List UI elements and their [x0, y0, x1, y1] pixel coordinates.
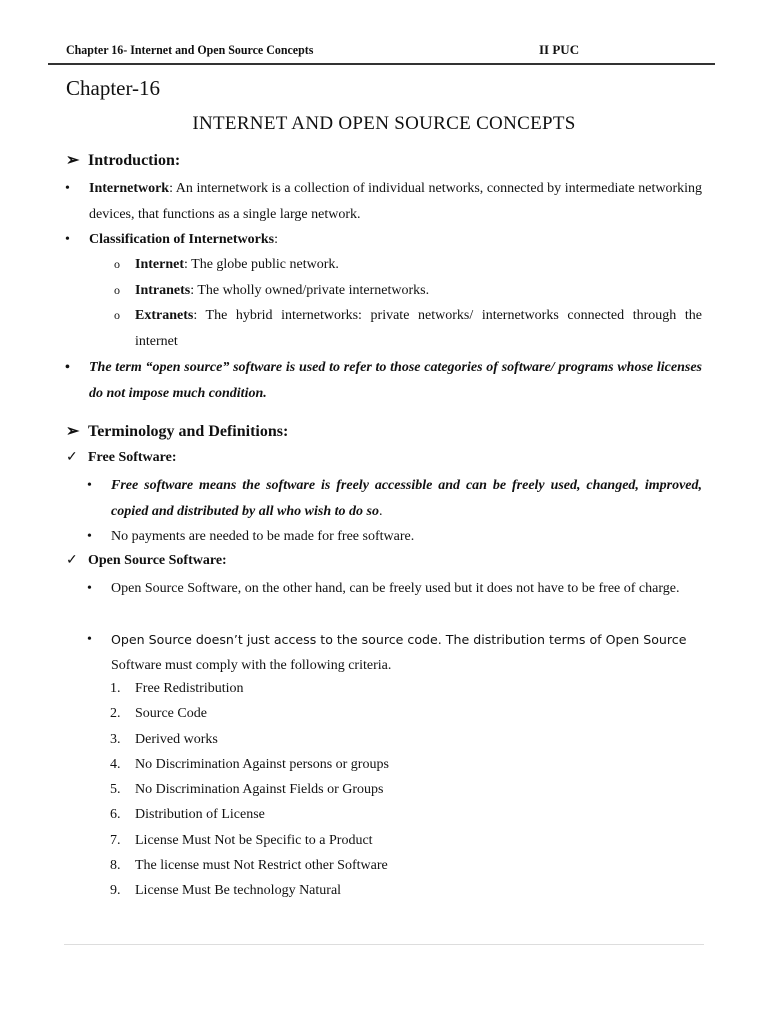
- sub-bullet-extranets: [114, 303, 702, 354]
- bullet-dot-icon: •: [87, 529, 92, 544]
- free-software-definition-end: .: [378, 503, 383, 519]
- list-item-text: No Discrimination Against Fields or Groups: [135, 782, 384, 798]
- checkmark-icon: ✓: [66, 553, 78, 568]
- bullet-open-source-note: [65, 355, 702, 406]
- page-title: INTERNET AND OPEN SOURCE CONCEPTS: [192, 113, 576, 134]
- list-item: [110, 777, 389, 802]
- list-item: [110, 676, 389, 701]
- list-item: [110, 701, 389, 726]
- list-item-number: 2.: [110, 706, 121, 722]
- open-source-criteria-line2: Software must comply with the following criteria.: [111, 657, 392, 673]
- classification-colon: :: [274, 232, 278, 247]
- intranets-term: Intranets: [135, 283, 191, 298]
- list-item-text: Derived works: [135, 731, 218, 747]
- list-item: [110, 752, 389, 777]
- list-item-number: 8.: [110, 858, 121, 874]
- bullet-dot-icon: •: [65, 232, 70, 247]
- hollow-circle-icon: o: [114, 308, 120, 322]
- intranets-definition: : The wholly owned/private internetworks.: [190, 283, 430, 298]
- bullet-free-software-payment: [87, 524, 702, 550]
- arrowhead-icon: ➢: [66, 152, 80, 169]
- open-source-label: [66, 552, 227, 569]
- list-item: [110, 878, 389, 903]
- bullet-classification: [65, 227, 702, 253]
- footer-divider: [64, 944, 704, 945]
- classification-term: Classification of Internetworks: [89, 232, 275, 247]
- internetwork-term: Internetwork: [89, 181, 170, 196]
- header-chapter-title: Chapter 16- Internet and Open Source Concepts: [66, 42, 314, 57]
- sub-bullet-intranets: [114, 278, 702, 304]
- bullet-internetwork: [65, 176, 702, 227]
- list-item: [110, 853, 389, 878]
- sub-bullet-internet: [114, 252, 702, 278]
- list-item-number: 9.: [110, 883, 121, 899]
- open-source-note: The term “open source” software is used to refer to those categories of software/ programs whose licenses do not impose much condition.: [89, 360, 702, 401]
- arrowhead-icon: ➢: [66, 423, 80, 440]
- list-item-number: 4.: [110, 756, 121, 772]
- list-item-text: Free Redistribution: [135, 681, 244, 696]
- bullet-dot-icon: •: [65, 360, 70, 375]
- internet-definition: : The globe public network.: [184, 257, 339, 272]
- open-source-criteria-line1: Open Source doesn’t just access to the source code. The distribution terms of Open Source: [111, 632, 687, 647]
- extranets-term: Extranets: [135, 308, 194, 323]
- open-source-charge: Open Source Software, on the other hand, can be freely used but it does not have to be free of charge.: [111, 581, 680, 596]
- list-item-number: 5.: [110, 782, 121, 798]
- bullet-dot-icon: •: [65, 181, 70, 196]
- introduction-heading-text: Introduction:: [88, 152, 181, 169]
- list-item: [110, 727, 389, 752]
- criteria-list: [110, 676, 389, 904]
- list-item-text: Distribution of License: [135, 807, 265, 823]
- list-item-text: Source Code: [135, 706, 207, 722]
- list-item-text: No Discrimination Against persons or groups: [135, 756, 389, 772]
- page-header: [0, 42, 768, 66]
- free-software-label: [66, 449, 177, 466]
- hollow-circle-icon: o: [114, 257, 120, 271]
- open-source-label-text: Open Source Software:: [88, 553, 227, 568]
- introduction-heading: [66, 150, 180, 170]
- internet-term: Internet: [135, 257, 184, 272]
- header-class: II PUC: [539, 42, 580, 57]
- terminology-heading: [66, 421, 288, 441]
- list-item-number: 6.: [110, 807, 121, 823]
- list-item-text: License Must Be technology Natural: [135, 883, 342, 899]
- internetwork-definition: : An internetwork is a collection of individual networks, connected by intermediate networking devices, that functions as a single large network.: [89, 181, 702, 222]
- bullet-open-source-charge: [87, 576, 702, 602]
- hollow-circle-icon: o: [114, 283, 120, 297]
- header-divider: [48, 63, 715, 65]
- bullet-dot-icon: •: [87, 632, 92, 647]
- checkmark-icon: ✓: [66, 450, 78, 465]
- free-software-definition: Free software means the software is freely accessible and can be freely used, changed, improved, copied and distributed by all who wish to do so: [111, 478, 702, 519]
- free-software-label-text: Free Software:: [88, 450, 177, 465]
- list-item-text: License Must Not be Specific to a Product: [135, 832, 373, 848]
- list-item: [110, 828, 389, 853]
- bullet-open-source-criteria: [87, 627, 702, 678]
- list-item-number: 3.: [110, 731, 121, 747]
- chapter-number: Chapter-16: [66, 76, 161, 100]
- list-item-number: 7.: [110, 832, 121, 848]
- list-item: [110, 802, 389, 827]
- bullet-dot-icon: •: [87, 581, 92, 596]
- free-software-payment: No payments are needed to be made for free software.: [111, 529, 415, 544]
- bullet-dot-icon: •: [87, 478, 92, 493]
- bullet-free-software-def: [87, 473, 702, 524]
- list-item-number: 1.: [110, 681, 121, 696]
- terminology-heading-text: Terminology and Definitions:: [88, 423, 289, 440]
- extranets-definition: : The hybrid internetworks: private networks/ internetworks connected through the internet: [135, 308, 702, 349]
- list-item-text: The license must Not Restrict other Software: [135, 858, 388, 874]
